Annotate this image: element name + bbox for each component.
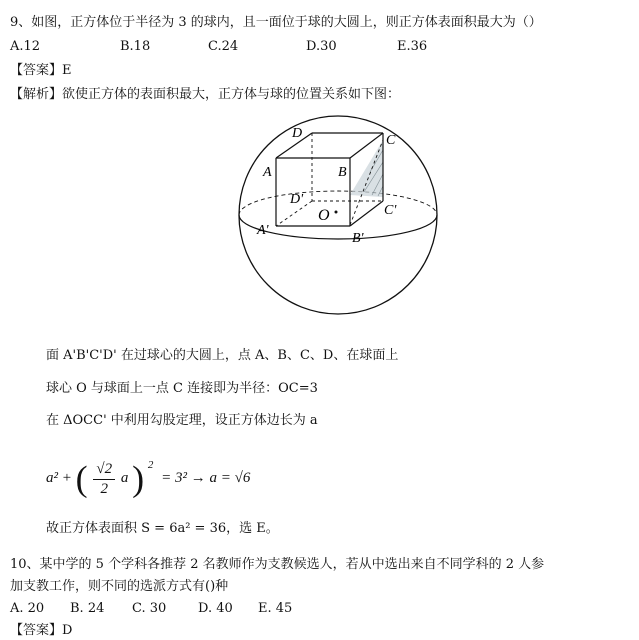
- q10-answer-partial: 【答案】D: [10, 623, 73, 638]
- eq-fraction: [93, 459, 115, 498]
- q9-line3: 在 ΔOCC' 中利用勾股定理，设正方体边长为 a: [46, 413, 318, 428]
- eq-right: = 3² → a = √6: [161, 470, 251, 486]
- cube-visible-edges: [276, 133, 383, 226]
- q10-choice-a: A. 20: [10, 601, 45, 616]
- q9-choice-a: A.12: [10, 39, 41, 54]
- q9-choice-b: B.18: [120, 39, 151, 54]
- q10-choice-e: E. 45: [258, 601, 293, 616]
- label-b: B: [338, 165, 347, 180]
- q9-line1: 面 A'B'C'D' 在过球心的大圆上，点 A、B、C、D、在球面上: [46, 348, 399, 363]
- q10-choice-b: B. 24: [70, 601, 105, 616]
- cube-hidden-edges: [276, 133, 383, 226]
- label-c: C: [386, 133, 396, 148]
- center-point: [335, 211, 338, 214]
- q9-answer: 【答案】E: [10, 63, 72, 78]
- label-c-prime: C': [384, 203, 397, 218]
- q10-choice-d: D. 40: [198, 601, 233, 616]
- eq-exponent: 2: [147, 459, 154, 471]
- label-d: D: [292, 126, 303, 141]
- great-circle-front: [239, 215, 437, 239]
- q9-equation: a² + ( $\frac{√2}{2}$ a ) $^2$ = 3² → a = √6: [46, 458, 251, 499]
- q9-line2: 球心 O 与球面上一点 C 连接即为半径：OC=3: [46, 381, 318, 396]
- label-d-prime: D': [290, 192, 304, 207]
- q10-question: 10、某中学的 5 个学科各推荐 2 名教师作为支教候选人，若从中选出来自不同学科的 2 人参: [10, 557, 545, 572]
- q10-question-cont: 加支教工作，则不同的选派方式有()种: [10, 579, 229, 594]
- eq-numerator: √2: [93, 459, 115, 480]
- q9-line4: 故正方体表面积 S = 6a² = 36，选 E。: [46, 521, 279, 536]
- q10-choice-c: C. 30: [132, 601, 167, 616]
- label-b-prime: B': [352, 231, 364, 246]
- sphere-outline: [239, 116, 437, 314]
- shaded-hatch: [364, 150, 383, 196]
- q9-question: 9、如图，正方体位于半径为 3 的球内，且一面位于球的大圆上，则正方体表面积最大为（）: [10, 15, 542, 30]
- q9-choice-c: C.24: [208, 39, 239, 54]
- great-circle-back: [239, 191, 437, 215]
- label-o: O: [318, 207, 330, 224]
- q9-choice-e: E.36: [397, 39, 428, 54]
- eq-left: a² +: [46, 470, 72, 486]
- eq-var: a: [120, 470, 129, 486]
- eq-denominator: 2: [100, 481, 108, 498]
- q9-analysis: 【解析】欲使正方体的表面积最大，正方体与球的位置关系如下图：: [10, 87, 401, 102]
- q9-choice-d: D.30: [306, 39, 337, 54]
- label-a: A: [263, 165, 272, 180]
- label-a-prime: A': [257, 223, 269, 238]
- shaded-triangle: [350, 140, 383, 197]
